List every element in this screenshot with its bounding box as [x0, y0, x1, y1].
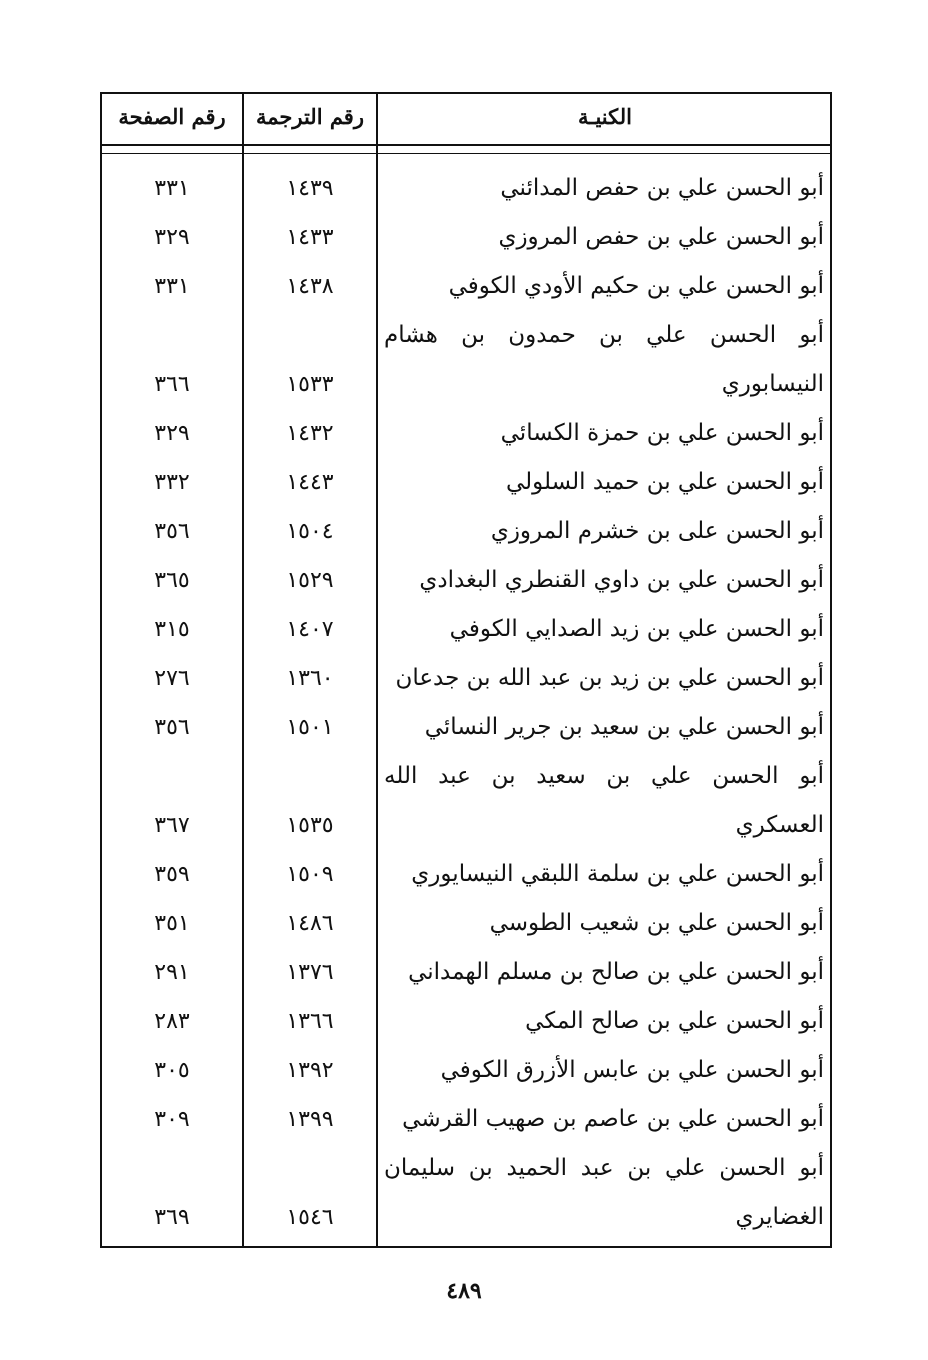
page-number: ٤٨٩ [446, 1278, 482, 1304]
translation-cell: ١٤٣٨ [286, 274, 334, 299]
page-cell: ٢٩١ [154, 960, 190, 985]
page-cell: ٣٥٩ [154, 862, 190, 887]
translation-cell: ١٤٣٢ [286, 421, 334, 446]
kunya-cell: أبو الحسن علي بن حمزة الكسائي [500, 420, 824, 446]
translation-cell: ١٥٢٩ [286, 568, 334, 593]
kunya-cell: أبو الحسن علي بن زيد بن عبد الله بن جدعان [395, 665, 824, 691]
page-cell: ٣٠٩ [154, 1107, 190, 1132]
kunya-cell: أبو الحسن علي بن سعيد بن عبد الله العسكري [384, 763, 824, 838]
table-row [102, 560, 830, 609]
page-cell: ٣١٥ [154, 617, 190, 642]
kunya-cell: أبو الحسن علي بن سعيد بن جرير النسائي [424, 714, 824, 740]
table-row [102, 511, 830, 560]
header-kunya: الكنيـة [578, 104, 632, 129]
kunya-cell: أبو الحسن علي بن حكيم الأودي الكوفي [448, 273, 824, 299]
kunya-cell: أبو الحسن علي بن سلمة اللبقي النيسايوري [411, 861, 824, 887]
header-page-number: رقم الصفحة [118, 104, 226, 129]
page-cell: ٣٣١ [154, 176, 190, 201]
page-cell: ٣٥٦ [154, 519, 190, 544]
kunya-cell: أبو الحسن علي بن زيد الصدايي الكوفي [449, 616, 824, 642]
kunya-cell: أبو الحسن علي بن حفص المدائني [500, 175, 824, 201]
translation-cell: ١٤٣٣ [286, 225, 334, 250]
kunya-cell: أبو الحسن علي بن حمدون بن هشام النيسابوري [384, 322, 824, 397]
table-row [102, 1148, 830, 1246]
kunya-cell: أبو الحسن على بن خشرم المروزي [490, 518, 824, 544]
page-cell: ٣٥١ [154, 911, 190, 936]
translation-cell: ١٥٣٥ [286, 813, 334, 838]
table-row [102, 854, 830, 903]
translation-cell: ١٥٣٣ [286, 372, 334, 397]
translation-cell: ١٤٤٣ [286, 470, 334, 495]
kunya-cell: أبو الحسن علي بن عابس الأزرق الكوفي [440, 1057, 824, 1083]
translation-cell: ١٥٠٩ [286, 862, 334, 887]
kunya-cell: أبو الحسن علي بن حفص المروزي [498, 224, 824, 250]
translation-cell: ١٥٠٤ [286, 519, 334, 544]
translation-cell: ١٤٨٦ [286, 911, 334, 936]
table-row [102, 707, 830, 756]
page-cell: ٣٣١ [154, 274, 190, 299]
table-row [102, 658, 830, 707]
page-cell: ٣٦٦ [154, 372, 190, 397]
header-divider [102, 146, 830, 154]
translation-cell: ١٣٦٦ [286, 1009, 334, 1034]
translation-cell: ١٣٦٠ [286, 666, 334, 691]
page-cell: ٢٧٦ [154, 666, 190, 691]
table-row [102, 168, 830, 217]
kunya-cell: أبو الحسن علي بن عاصم بن صهيب القرشي [402, 1106, 824, 1132]
table-row [102, 903, 830, 952]
table-row [102, 1001, 830, 1050]
table-row [102, 266, 830, 315]
table-row [102, 1099, 830, 1148]
translation-cell: ١٣٩٢ [286, 1058, 334, 1083]
table-row [102, 952, 830, 1001]
page-cell: ٣٦٥ [154, 568, 190, 593]
page-cell: ٣٠٥ [154, 1058, 190, 1083]
table-row [102, 217, 830, 266]
table-row [102, 315, 830, 413]
index-table [100, 92, 832, 1248]
table-header [102, 94, 830, 146]
translation-cell: ١٣٩٩ [286, 1107, 334, 1132]
page-cell: ٣٢٩ [154, 421, 190, 446]
kunya-cell: أبو الحسن علي بن عبد الحميد بن سليمان الغضايري [384, 1155, 824, 1230]
page-cell: ٣٦٩ [154, 1205, 190, 1230]
kunya-cell: أبو الحسن علي بن صالح بن مسلم الهمداني [408, 959, 824, 985]
kunya-cell: أبو الحسن علي بن شعيب الطوسي [489, 910, 824, 936]
page-cell: ٣٥٦ [154, 715, 190, 740]
table-row [102, 462, 830, 511]
translation-cell: ١٣٧٦ [286, 960, 334, 985]
header-translation-number: رقم الترجمة [255, 104, 364, 129]
kunya-cell: أبو الحسن علي بن داوي القنطري البغدادي [419, 567, 824, 593]
kunya-cell: أبو الحسن علي بن حميد السلولي [505, 469, 824, 495]
table-row [102, 609, 830, 658]
table-row [102, 756, 830, 854]
translation-cell: ١٥٠١ [286, 715, 334, 740]
translation-cell: ١٤٣٩ [286, 176, 334, 201]
table-row [102, 413, 830, 462]
page-cell: ٣٢٩ [154, 225, 190, 250]
page-cell: ٣٣٢ [154, 470, 190, 495]
kunya-cell: أبو الحسن علي بن صالح المكي [525, 1008, 824, 1034]
page-cell: ٣٦٧ [154, 813, 190, 838]
translation-cell: ١٤٠٧ [286, 617, 334, 642]
translation-cell: ١٥٤٦ [286, 1205, 334, 1230]
table-row [102, 1050, 830, 1099]
table-body [102, 168, 830, 1246]
page-cell: ٢٨٣ [154, 1009, 190, 1034]
